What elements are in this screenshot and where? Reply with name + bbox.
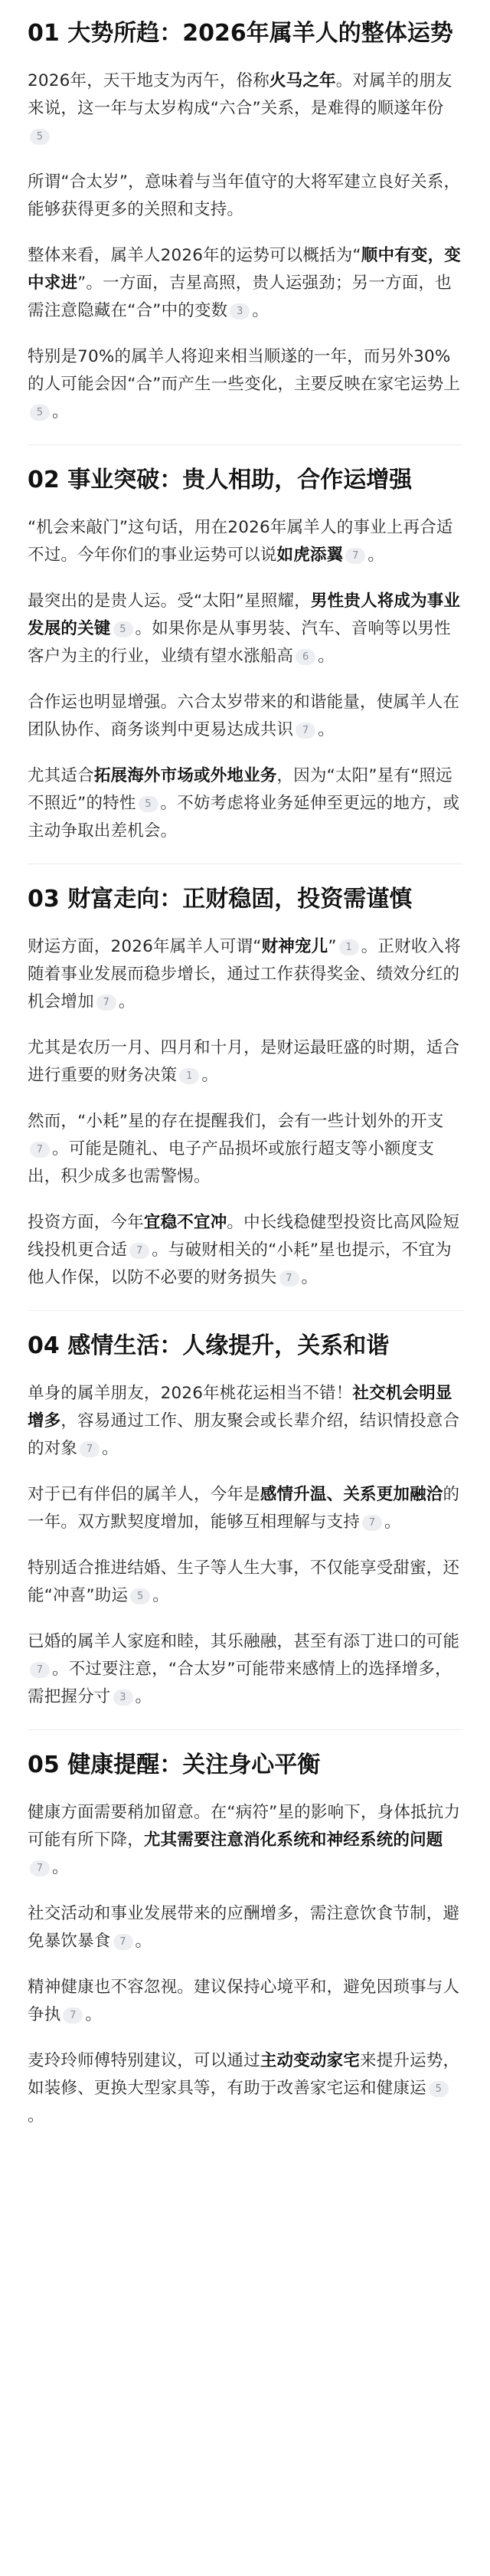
section-divider bbox=[28, 1729, 462, 1730]
paragraph bbox=[28, 67, 462, 150]
citation-badge[interactable]: 7 bbox=[345, 548, 365, 564]
text-run: 。 bbox=[102, 1439, 119, 1458]
citation-badge[interactable]: 5 bbox=[30, 129, 50, 145]
text-run: 来提升运势，如装修、更换大型家具等，有助于改善家宅运和健康运 bbox=[28, 2051, 460, 2098]
citation-badge[interactable]: 5 bbox=[30, 405, 50, 421]
text-run: 。中长线稳健型投资比高风险短线投机更合适 bbox=[28, 1213, 460, 1260]
bold-text: 拓展海外市场或外地业务 bbox=[93, 766, 277, 785]
text-run: 。 bbox=[368, 546, 385, 565]
bold-text: 尤其需要注意消化系统和神经系统的问题 bbox=[143, 1830, 443, 1850]
citation-badge[interactable]: 7 bbox=[362, 1515, 382, 1531]
bold-text: 社交机会明显增多 bbox=[28, 1384, 452, 1431]
text-run: 。与破财相关的“小耗”星也提示，不宜为他人作保，以防不必要的财务损失 bbox=[28, 1240, 452, 1287]
paragraph bbox=[28, 169, 462, 224]
section-title: 01 大势所趋：2026年属羊人的整体运势 bbox=[28, 20, 453, 47]
text-run: ” bbox=[328, 937, 337, 956]
text-run: 整体来看，属羊人2026年的运势可以概括为“ bbox=[28, 246, 361, 265]
citation-badge[interactable]: 3 bbox=[230, 303, 250, 320]
paragraph bbox=[28, 588, 462, 670]
paragraph bbox=[28, 343, 462, 426]
text-run: 特别是70%的属羊人将迎来相当顺遂的一年，而另外30%的人可能会因“合”而产生一些变化，主要反映在家宅运势上 bbox=[28, 347, 461, 394]
citation-badge[interactable]: 7 bbox=[30, 1142, 50, 1158]
paragraph bbox=[28, 933, 462, 1016]
text-run: 最突出的是贵人运。受“太阳”星照耀， bbox=[28, 592, 311, 611]
paragraph bbox=[28, 1481, 462, 1536]
citation-badge[interactable]: 7 bbox=[129, 1243, 149, 1259]
text-run: 。对属羊的朋友来说，这一年与太岁构成“六合”关系，是难得的顺遂年份 bbox=[28, 71, 452, 118]
paragraph bbox=[28, 1209, 462, 1292]
bold-text: 感情升温、关系更加融洽 bbox=[260, 1485, 443, 1504]
text-run: 2026年，天干地支为丙午，俗称 bbox=[28, 71, 270, 90]
text-run: 精神健康也不容忽视。建议保持心境平和，避免因琐事与人争执 bbox=[28, 1978, 460, 2024]
paragraph bbox=[28, 1628, 462, 1711]
paragraph bbox=[28, 242, 462, 325]
text-run: 已婚的属羊人家庭和睦，其乐融融，甚至有添丁进口的可能 bbox=[28, 1632, 460, 1651]
bold-text: 如虎添翼 bbox=[276, 546, 344, 565]
text-run: 。如果你是从事男装、汽车、音响等以男性客户为主的行业，业绩有望水涨船高 bbox=[28, 619, 451, 666]
text-run: 健康方面需要稍加留意。在“病符”星的影响下，身体抵抗力可能有所下降， bbox=[28, 1803, 461, 1850]
text-run: ，因为“太阳”星有“照远不照近”的特性 bbox=[28, 766, 452, 813]
citation-badge[interactable]: 1 bbox=[179, 1068, 199, 1084]
section-title: 02 事业突破：贵人相助，合作运增强 bbox=[28, 467, 413, 493]
citation-badge[interactable]: 7 bbox=[80, 1441, 100, 1457]
bold-text: 火马之年 bbox=[269, 71, 336, 90]
text-run: 财运方面，2026年属羊人可谓“ bbox=[28, 937, 262, 956]
citation-badge[interactable]: 7 bbox=[96, 995, 116, 1011]
bold-text: 顺中有变，变中求进 bbox=[28, 246, 461, 293]
text-run: 。 bbox=[135, 1687, 152, 1706]
text-run: 。 bbox=[201, 1066, 219, 1085]
text-run: 。正财收入将随着事业发展而稳步增长，通过工作获得奖金、绩效分红的机会增加 bbox=[28, 937, 461, 1011]
section-title: 04 感情生活：人缘提升，关系和谐 bbox=[28, 1332, 390, 1359]
text-run: 特别适合推进结婚、生子等人生大事，不仅能享受甜蜜，还能“冲喜”助运 bbox=[28, 1558, 460, 1605]
section-divider bbox=[28, 444, 462, 445]
citation-badge[interactable]: 1 bbox=[339, 939, 359, 955]
citation-badge[interactable]: 5 bbox=[130, 1588, 150, 1604]
citation-badge[interactable]: 6 bbox=[296, 649, 315, 665]
citation-badge[interactable]: 5 bbox=[113, 621, 133, 637]
paragraph bbox=[28, 762, 462, 845]
text-run: 。 bbox=[135, 1932, 152, 1951]
citation-badge[interactable]: 5 bbox=[429, 2081, 449, 2097]
text-run: 。可能是随礼、电子产品损坏或旅行超支等小额度支出，积少成多也需警惕。 bbox=[28, 1139, 435, 1186]
text-run: 。 bbox=[52, 402, 69, 421]
citation-badge[interactable]: 7 bbox=[63, 2007, 83, 2024]
section-title: 05 健康提醒：关注身心平衡 bbox=[28, 1752, 321, 1778]
text-run: 麦玲玲师傅特别建议，可以通过 bbox=[28, 2051, 260, 2070]
citation-badge[interactable]: 7 bbox=[30, 1860, 50, 1876]
text-run: 。 bbox=[28, 2106, 44, 2125]
text-run: 。 bbox=[384, 1512, 401, 1532]
text-run: 合作运也明显增强。六合太岁带来的和谐能量，使属羊人在团队协作、商务谈判中更易达成共识 bbox=[28, 693, 460, 739]
text-run: 。不妨考虑将业务延伸至更远的地方，或主动争取出差机会。 bbox=[28, 794, 460, 841]
text-run: 社交活动和事业发展带来的应酬增多，需注意饮食节制，避免暴饮暴食 bbox=[28, 1904, 460, 1951]
bold-text: 宜稳不宜冲 bbox=[143, 1213, 227, 1232]
paragraph bbox=[28, 514, 462, 569]
paragraph bbox=[28, 1380, 462, 1463]
text-run: 然而，“小耗”星的存在提醒我们，会有一些计划外的开支 bbox=[28, 1112, 444, 1131]
citation-badge[interactable]: 7 bbox=[296, 723, 315, 739]
text-run: 尤其适合 bbox=[28, 766, 94, 785]
text-run: 尤其是农历一月、四月和十月，是财运最旺盛的时期，适合进行重要的财务决策 bbox=[28, 1038, 460, 1085]
text-run: 单身的属羊朋友，2026年桃花运相当不错！ bbox=[28, 1384, 353, 1403]
text-run: 。 bbox=[85, 2005, 103, 2024]
bold-text: 主动变动家宅 bbox=[260, 2051, 361, 2070]
text-run: 。 bbox=[52, 1858, 69, 1877]
citation-badge[interactable]: 5 bbox=[139, 796, 158, 812]
paragraph bbox=[28, 1799, 462, 1882]
text-run: 对于已有伴侣的属羊人，今年是 bbox=[28, 1485, 260, 1504]
text-run: 。 bbox=[318, 720, 335, 739]
citation-badge[interactable]: 7 bbox=[30, 1662, 50, 1678]
text-run: ，容易通过工作、朋友聚会或长辈介绍，结识情投意合的对象 bbox=[28, 1411, 460, 1458]
text-run: ”。一方面，吉星高照，贵人运强劲；另一方面，也需注意隐藏在“合”中的变数 bbox=[28, 274, 452, 320]
text-run: 。 bbox=[118, 992, 136, 1011]
paragraph bbox=[28, 689, 462, 744]
text-run: 所谓“合太岁”，意味着与当年值守的大将军建立良好关系，能够获得更多的关照和支持。 bbox=[28, 172, 461, 219]
section-divider bbox=[28, 1310, 462, 1311]
text-run: 的一年。双方默契度增加，能够互相理解与支持 bbox=[28, 1485, 460, 1532]
citation-badge[interactable]: 7 bbox=[279, 1270, 299, 1286]
paragraph bbox=[28, 1900, 462, 1955]
text-run: 。 bbox=[301, 1268, 318, 1287]
text-run: 。 bbox=[152, 1586, 169, 1605]
text-run: 。不过要注意，“合太岁”可能带来感情上的选择增多，需把握分寸 bbox=[28, 1660, 452, 1706]
bold-text: 财神宠儿 bbox=[261, 937, 328, 956]
bold-text: 男性贵人将成为事业发展的关键 bbox=[28, 592, 461, 638]
text-run: 。 bbox=[318, 647, 335, 666]
paragraph bbox=[28, 1108, 462, 1191]
paragraph bbox=[28, 1974, 462, 2029]
text-run: 投资方面，今年 bbox=[28, 1213, 144, 1232]
text-run: “机会来敲门”这句话，用在2026年属羊人的事业上再合适不过。今年你们的事业运势可以说 bbox=[28, 518, 453, 565]
citation-badge[interactable]: 7 bbox=[113, 1934, 133, 1950]
citation-badge[interactable]: 3 bbox=[113, 1689, 133, 1706]
text-run: 。 bbox=[252, 301, 270, 320]
paragraph bbox=[28, 1034, 462, 1090]
paragraph bbox=[28, 1555, 462, 1610]
paragraph bbox=[28, 2047, 462, 2130]
section-title: 03 财富走向：正财稳固，投资需谨慎 bbox=[28, 886, 413, 913]
